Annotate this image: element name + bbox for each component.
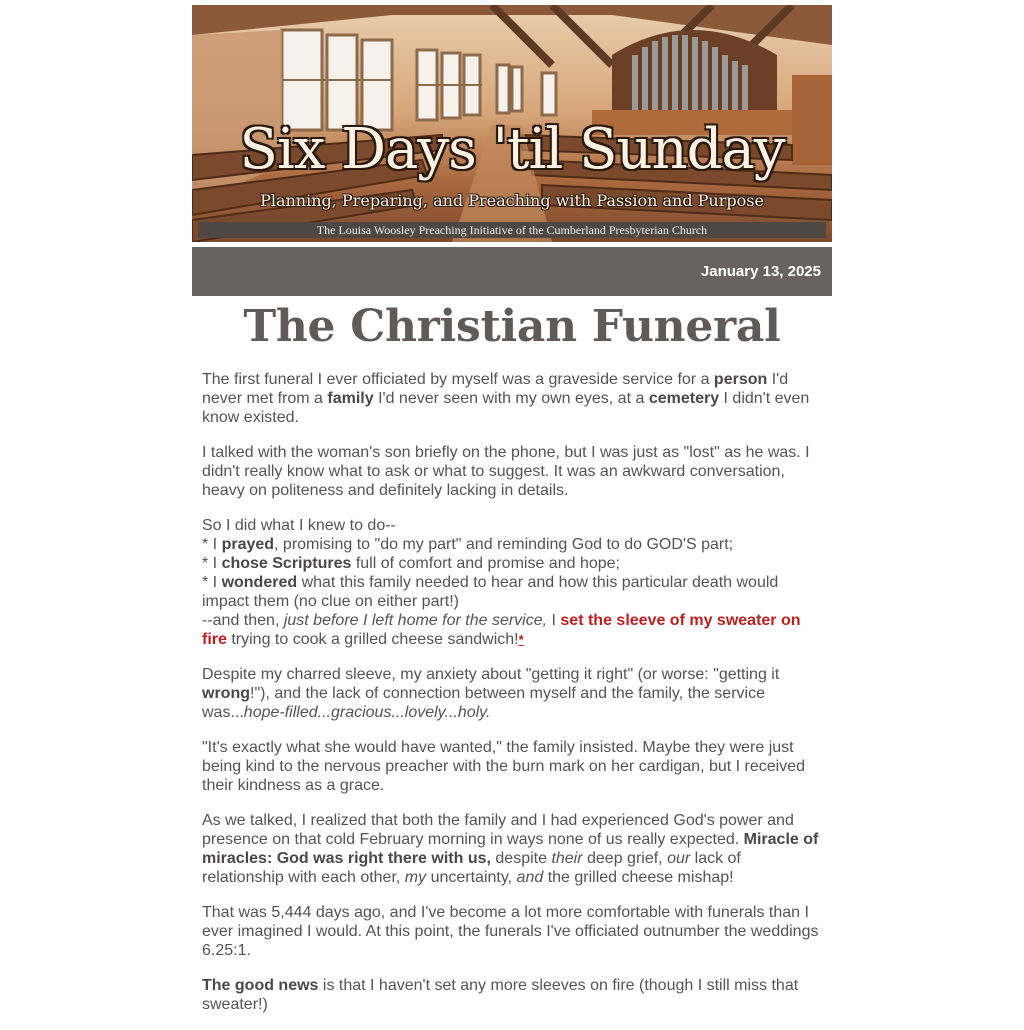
- text: , promising to "do my part" and reminding God to do GOD'S part;: [274, 536, 734, 553]
- bold-text: The good news: [202, 977, 319, 994]
- text: full of comfort and promise and hope;: [351, 555, 620, 572]
- paragraph-8: [202, 976, 822, 1014]
- text: is that I haven't set any more sleeves on fire (though I still miss that sweater!): [202, 977, 799, 1013]
- text: trying to cook a grilled cheese sandwich!: [226, 631, 519, 648]
- date-bar: [192, 247, 832, 296]
- text: I: [547, 612, 561, 629]
- italic-text: my: [404, 869, 427, 886]
- highlighted-text: set the sleeve of my sweater on fire: [202, 612, 801, 648]
- paragraph-6: [202, 811, 822, 887]
- footnote-link[interactable]: *: [518, 632, 524, 647]
- text: !"), and the lack of connection between myself and the family, the service was...: [202, 685, 765, 721]
- text: As we talked, I realized that both the family and I had experienced God's power and presence on that cold February morning in ways none of us really expected.: [202, 812, 794, 848]
- text: uncertainty,: [426, 869, 517, 886]
- text: So I did what I knew to do--: [202, 517, 396, 534]
- text: --and then,: [202, 612, 284, 629]
- text: * I: [202, 536, 222, 553]
- bold-text: family: [327, 390, 374, 407]
- text: The first funeral I ever officiated by myself was a graveside service for a: [202, 371, 714, 388]
- bold-text: cemetery: [648, 390, 720, 407]
- header-banner: [192, 5, 832, 242]
- text: despite: [490, 850, 552, 867]
- paragraph-1: [202, 370, 822, 427]
- text: what this family needed to hear and how this particular death would impact them (no clue on either part!): [202, 574, 779, 610]
- newsletter-subtitle: Planning, Preparing, and Preaching with Passion and Purpose: [260, 191, 764, 210]
- bold-text: wrong: [202, 685, 250, 702]
- issue-date: January 13, 2025: [700, 263, 821, 280]
- newsletter-tagline: The Louisa Woosley Preaching Initiative of the Cumberland Presbyterian Church: [198, 222, 826, 238]
- text: I'd never seen with my own eyes, at a: [373, 390, 649, 407]
- italic-text: just before I left home for the service,: [283, 612, 548, 629]
- bold-text: person: [713, 371, 768, 388]
- bold-text: prayed: [221, 536, 275, 553]
- italic-text: and: [516, 869, 544, 886]
- text: Despite my charred sleeve, my anxiety about "getting it right" (or worse: "getting it: [202, 666, 780, 683]
- paragraph-4: [202, 665, 822, 722]
- newsletter-title: Six Days 'til Sunday: [239, 117, 785, 182]
- text: I'd never met from a: [202, 371, 789, 407]
- paragraph-5: "It's exactly what she would have wanted," the family insisted. Maybe they were just being kind to the nervous preacher with the burn mark on her cardigan, but I received their kindness as a grace.: [202, 739, 806, 794]
- paragraph-2: I talked with the woman's son briefly on the phone, but I was just as "lost" as he was. I didn't really know what to ask or what to suggest. It was an awkward conversation, heavy on politeness and definitely lacking in details.: [202, 444, 810, 499]
- italic-text: our: [667, 850, 691, 867]
- bold-text: wondered: [221, 574, 298, 591]
- paragraph-7: That was 5,444 days ago, and I've become a lot more comfortable with funerals than I ever imagined I would. At this point, the funerals I've officiated outnumber the weddings 6.25:1.: [202, 904, 819, 959]
- text: the grilled cheese mishap!: [543, 869, 734, 886]
- bold-text: chose Scriptures: [221, 555, 352, 572]
- bold-text: Miracle of miracles: God was right there with us,: [202, 831, 819, 867]
- italic-text: hope-filled...gracious...lovely...holy.: [243, 704, 491, 721]
- article-body: [192, 370, 832, 1014]
- italic-text: their: [551, 850, 583, 867]
- article-title: The Christian Funeral: [243, 301, 781, 352]
- text: deep grief,: [582, 850, 668, 867]
- text: * I: [202, 555, 222, 572]
- paragraph-3: [202, 516, 822, 649]
- newsletter: [192, 5, 832, 1030]
- text: lack of relationship with each other,: [202, 850, 741, 886]
- text: I didn't even know existed.: [202, 390, 810, 426]
- text: * I: [202, 574, 222, 591]
